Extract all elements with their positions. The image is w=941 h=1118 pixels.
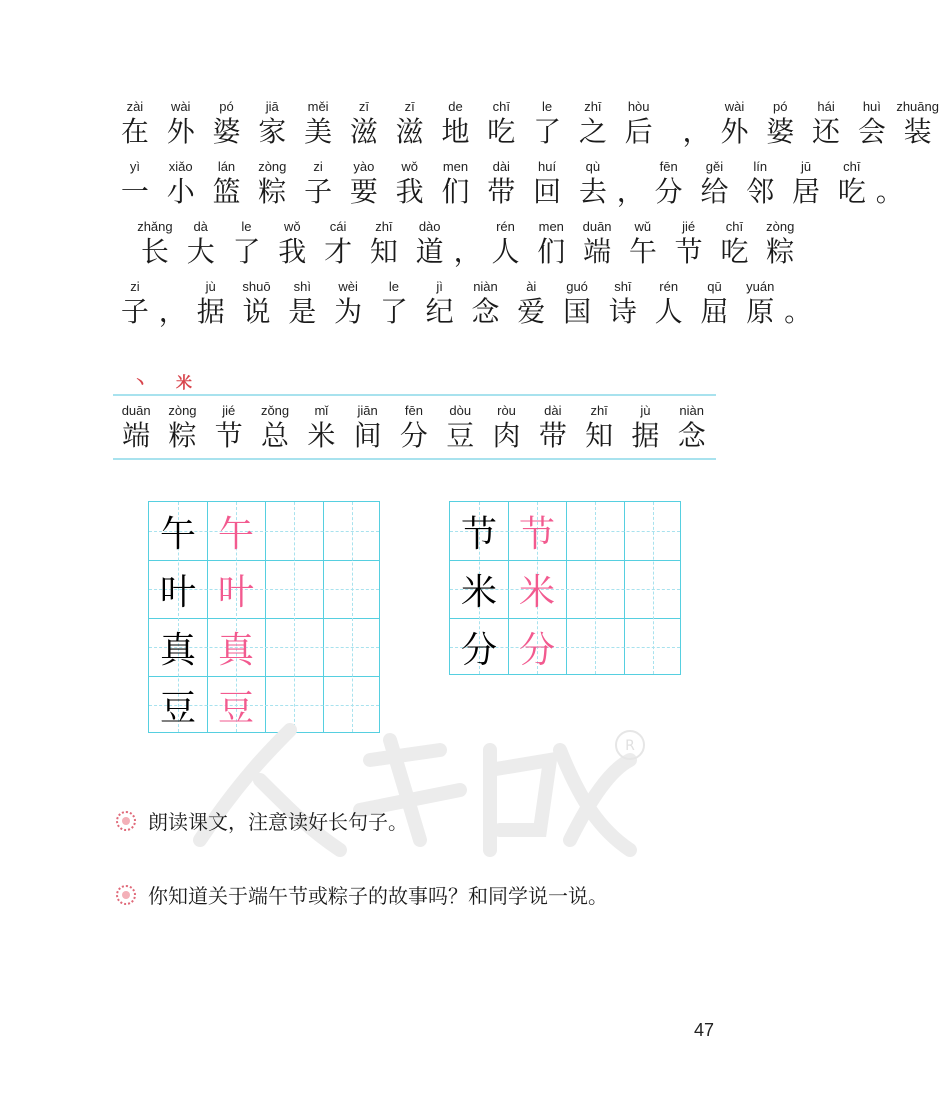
vocab-line <box>113 402 715 453</box>
vocab-item <box>530 402 576 453</box>
vocab-item <box>483 402 529 453</box>
publisher-watermark <box>160 720 660 870</box>
vocab-pinyin: jié <box>222 403 236 418</box>
vocab-item <box>669 402 715 453</box>
char-cell <box>783 278 813 329</box>
pinyin: zi <box>313 159 323 174</box>
char-cell <box>112 218 132 269</box>
hanzi: 美 <box>304 115 333 148</box>
vocab-item <box>437 402 483 453</box>
pinyin: huí <box>538 159 557 174</box>
hanzi: 们 <box>537 235 566 268</box>
pinyin: men <box>538 219 564 234</box>
char-cell <box>692 278 738 329</box>
pinyin: dà <box>193 219 208 234</box>
hanzi: 地 <box>441 115 470 148</box>
char-cell <box>737 158 783 209</box>
char-cell <box>757 218 803 269</box>
hanzi: 在 <box>120 115 149 148</box>
hanzi: 屈 <box>700 295 729 328</box>
char-cell <box>433 158 479 209</box>
hanzi: ， <box>158 295 187 328</box>
hanzi: 人 <box>654 295 683 328</box>
hanzi: 滋 <box>349 115 378 148</box>
hanzi: 会 <box>857 115 886 148</box>
hanzi: 粽 <box>258 175 287 208</box>
char-cell <box>616 158 646 209</box>
pinyin: jié <box>682 219 696 234</box>
pinyin: zhī <box>584 99 602 114</box>
pinyin: zī <box>358 99 369 114</box>
char-cell <box>682 98 712 149</box>
trace-character: 豆 <box>217 687 254 729</box>
hanzi: 爱 <box>517 295 546 328</box>
pinyin: wài <box>724 99 745 114</box>
pinyin: gěi <box>705 159 724 174</box>
hanzi: ， <box>453 235 482 268</box>
pinyin: wèi <box>338 279 358 294</box>
hanzi: 了 <box>232 235 261 268</box>
stroke-mark-2: 米 <box>176 373 193 392</box>
pinyin: zòng <box>258 159 287 174</box>
vocab-hanzi: 间 <box>353 419 382 452</box>
char-cell <box>361 218 407 269</box>
pinyin: guó <box>566 279 588 294</box>
pinyin: chī <box>725 219 744 234</box>
char-cell <box>712 98 758 149</box>
hanzi: 节 <box>674 235 703 268</box>
vocab-pinyin: dài <box>544 403 562 418</box>
task-text: 朗读课文，注意读好长句子。 <box>148 810 408 834</box>
hanzi: 原 <box>746 295 775 328</box>
pinyin: wài <box>170 99 191 114</box>
model-character: 米 <box>460 571 497 613</box>
hanzi: 还 <box>812 115 841 148</box>
char-cell <box>895 98 941 149</box>
model-character: 豆 <box>159 687 196 729</box>
grid-line <box>566 502 567 674</box>
stroke-mark-1: 丶 <box>132 373 149 392</box>
char-cell <box>417 278 463 329</box>
pinyin: men <box>442 159 469 174</box>
pinyin: wǔ <box>634 219 652 234</box>
pinyin: zī <box>404 99 415 114</box>
vocab-pinyin: jiān <box>357 403 378 418</box>
char-cell <box>620 218 666 269</box>
model-character: 真 <box>159 629 196 671</box>
pinyin: qū <box>707 279 722 294</box>
char-cell <box>407 218 453 269</box>
pinyin: zhǎng <box>137 219 173 234</box>
pinyin: zi <box>130 279 140 294</box>
pinyin: zài <box>126 99 144 114</box>
char-cell <box>524 158 570 209</box>
char-cell <box>178 218 224 269</box>
writing-grid-left <box>148 501 380 733</box>
pinyin: zhī <box>375 219 393 234</box>
char-cell <box>478 98 524 149</box>
char-cell <box>508 278 554 329</box>
trace-character: 米 <box>518 571 555 613</box>
hanzi: 大 <box>186 235 215 268</box>
char-cell <box>662 98 682 149</box>
pinyin: shì <box>293 279 311 294</box>
task-seal-icon <box>116 811 136 831</box>
hanzi: 为 <box>334 295 363 328</box>
vocab-pinyin: zǒng <box>260 403 290 418</box>
vocab-hanzi: 粽 <box>168 419 197 452</box>
hanzi: 午 <box>628 235 657 268</box>
pinyin: hái <box>817 99 835 114</box>
vocab-pinyin: duān <box>121 403 151 418</box>
vocab-hanzi: 据 <box>631 419 660 452</box>
vocab-hanzi: 总 <box>261 419 290 452</box>
char-cell <box>315 218 361 269</box>
passage-line <box>112 98 941 149</box>
char-cell <box>188 278 234 329</box>
task-discuss <box>116 880 608 909</box>
pinyin: dài <box>492 159 510 174</box>
pinyin: měi <box>307 99 329 114</box>
grid-guide <box>294 502 295 732</box>
vocab-pinyin: jù <box>640 403 651 418</box>
pinyin: huì <box>862 99 881 114</box>
char-cell <box>453 218 483 269</box>
trace-character: 叶 <box>217 571 254 613</box>
pinyin: niàn <box>473 279 498 294</box>
hanzi: 小 <box>166 175 195 208</box>
char-cell <box>112 98 158 149</box>
char-cell <box>478 158 524 209</box>
hanzi: 带 <box>487 175 516 208</box>
char-cell <box>234 278 280 329</box>
char-cell <box>875 158 905 209</box>
model-character: 叶 <box>159 571 196 613</box>
char-cell <box>341 158 387 209</box>
hanzi: ， <box>682 115 711 148</box>
vocab-item <box>113 402 159 453</box>
vocab-pinyin: niàn <box>679 403 704 418</box>
char-cell <box>224 218 270 269</box>
model-character: 节 <box>460 513 497 555</box>
vocab-pinyin: fēn <box>404 403 423 418</box>
char-cell <box>158 158 204 209</box>
vocab-top-rule <box>113 394 716 396</box>
hanzi: 回 <box>533 175 562 208</box>
vocab-pinyin: dòu <box>449 403 472 418</box>
vocab-pinyin: zhī <box>590 403 608 418</box>
vocab-item <box>159 402 205 453</box>
pinyin: jū <box>800 159 812 174</box>
pinyin: xiǎo <box>168 159 193 174</box>
pinyin: ài <box>526 279 537 294</box>
pinyin: de <box>448 99 463 114</box>
vocab-item <box>206 402 252 453</box>
hanzi: 粽 <box>766 235 795 268</box>
char-cell <box>279 278 325 329</box>
char-cell <box>269 218 315 269</box>
pinyin: yào <box>353 159 375 174</box>
char-cell <box>574 218 620 269</box>
passage-line <box>112 158 905 209</box>
task-read-aloud <box>116 806 408 835</box>
pinyin: zhuāng <box>896 99 939 114</box>
grid-guide <box>653 502 654 674</box>
char-cell <box>463 278 509 329</box>
page-number: 47 <box>693 1020 714 1040</box>
pinyin: hòu <box>627 99 650 114</box>
hanzi: 。 <box>875 175 904 208</box>
char-cell <box>570 98 616 149</box>
char-cell <box>158 278 188 329</box>
vocab-item <box>252 402 298 453</box>
grid-line <box>265 502 266 732</box>
char-cell <box>325 278 371 329</box>
vocab-hanzi: 念 <box>677 419 706 452</box>
pinyin: yì <box>129 159 140 174</box>
hanzi: 了 <box>379 295 408 328</box>
vocab-hanzi: 带 <box>538 419 567 452</box>
model-character: 分 <box>460 629 497 671</box>
hanzi: 们 <box>441 175 470 208</box>
pinyin: yuán <box>746 279 775 294</box>
hanzi: 篮 <box>212 175 241 208</box>
vocab-pinyin: mǐ <box>314 403 329 418</box>
hanzi: 去 <box>578 175 607 208</box>
pinyin: cái <box>329 219 347 234</box>
pinyin: le <box>542 99 553 114</box>
hanzi: 我 <box>278 235 307 268</box>
hanzi: 要 <box>349 175 378 208</box>
hanzi: 家 <box>258 115 287 148</box>
pinyin: rén <box>659 279 679 294</box>
hanzi: 念 <box>471 295 500 328</box>
hanzi: 才 <box>324 235 353 268</box>
char-cell <box>112 158 158 209</box>
hanzi: 装 <box>903 115 932 148</box>
hanzi: 知 <box>369 235 398 268</box>
char-cell <box>483 218 529 269</box>
char-cell <box>646 158 692 209</box>
char-cell <box>829 158 875 209</box>
grid-guide <box>595 502 596 674</box>
hanzi: 一 <box>120 175 149 208</box>
char-cell <box>712 218 758 269</box>
hanzi: 。 <box>784 295 813 328</box>
pinyin: lín <box>753 159 768 174</box>
char-cell <box>249 158 295 209</box>
hanzi: 长 <box>140 235 169 268</box>
writing-grid-right <box>449 501 681 675</box>
hanzi: ， <box>616 175 645 208</box>
char-cell <box>737 278 783 329</box>
pinyin: pó <box>219 99 234 114</box>
pinyin: fēn <box>659 159 678 174</box>
char-cell <box>646 278 692 329</box>
pinyin: zòng <box>766 219 795 234</box>
hanzi: 吃 <box>487 115 516 148</box>
char-cell <box>783 158 829 209</box>
pinyin: wǒ <box>283 219 301 234</box>
pinyin: duān <box>582 219 612 234</box>
pinyin: dào <box>418 219 441 234</box>
hanzi: 邻 <box>746 175 775 208</box>
char-cell <box>616 98 662 149</box>
grid-guide <box>352 502 353 732</box>
vocab-item <box>576 402 622 453</box>
char-cell <box>387 98 433 149</box>
model-character: 午 <box>159 513 196 555</box>
char-cell <box>295 158 341 209</box>
vocab-bottom-rule <box>113 458 716 460</box>
vocab-hanzi: 节 <box>214 419 243 452</box>
vocab-item <box>391 402 437 453</box>
hanzi: 说 <box>242 295 271 328</box>
trace-character: 节 <box>518 513 555 555</box>
vocab-hanzi: 分 <box>399 419 428 452</box>
pinyin: wǒ <box>401 159 418 174</box>
pinyin: shī <box>614 279 632 294</box>
hanzi: 分 <box>654 175 683 208</box>
char-cell <box>849 98 895 149</box>
pinyin: qù <box>585 159 601 174</box>
char-cell <box>528 218 574 269</box>
pinyin: jì <box>436 279 443 294</box>
hanzi: 了 <box>533 115 562 148</box>
pinyin: jù <box>205 279 216 294</box>
vocab-hanzi: 端 <box>122 419 151 452</box>
hanzi: 吃 <box>720 235 749 268</box>
char-cell <box>524 98 570 149</box>
hanzi: 国 <box>563 295 592 328</box>
hanzi: 给 <box>700 175 729 208</box>
pinyin: jiā <box>265 99 279 114</box>
hanzi: 外 <box>720 115 749 148</box>
hanzi: 道 <box>415 235 444 268</box>
pinyin: le <box>388 279 399 294</box>
char-cell <box>204 98 250 149</box>
task-text: 你知道关于端午节或粽子的故事吗？和同学说一说。 <box>148 884 608 908</box>
pinyin: chī <box>492 99 510 114</box>
vocab-hanzi: 知 <box>585 419 614 452</box>
hanzi: 纪 <box>425 295 454 328</box>
hanzi: 我 <box>395 175 424 208</box>
hanzi: 是 <box>288 295 317 328</box>
char-cell <box>132 218 178 269</box>
char-cell <box>803 98 849 149</box>
hanzi: 子 <box>120 295 149 328</box>
char-cell <box>387 158 433 209</box>
char-cell <box>112 278 158 329</box>
hanzi: 滋 <box>395 115 424 148</box>
char-cell <box>600 278 646 329</box>
char-cell <box>204 158 250 209</box>
hanzi: 婆 <box>766 115 795 148</box>
passage-line <box>112 218 803 269</box>
pinyin: chī <box>843 159 861 174</box>
vocab-item <box>298 402 344 453</box>
pinyin: rén <box>496 219 515 234</box>
hanzi: 婆 <box>212 115 241 148</box>
pinyin: pó <box>773 99 788 114</box>
char-cell <box>295 98 341 149</box>
vocab-pinyin: zòng <box>168 403 197 418</box>
vocab-hanzi: 豆 <box>446 419 475 452</box>
svg-text:R: R <box>625 738 635 754</box>
trace-character: 午 <box>217 513 254 555</box>
char-cell <box>249 98 295 149</box>
task-seal-icon <box>116 885 136 905</box>
vocab-hanzi: 肉 <box>492 419 521 452</box>
hanzi: 居 <box>792 175 821 208</box>
char-cell <box>433 98 479 149</box>
hanzi: 后 <box>624 115 653 148</box>
hanzi: 人 <box>491 235 520 268</box>
trace-character: 真 <box>217 629 254 671</box>
grid-line <box>323 502 324 732</box>
char-cell <box>692 158 738 209</box>
hanzi: 据 <box>196 295 225 328</box>
char-cell <box>757 98 803 149</box>
char-cell <box>570 158 616 209</box>
grid-line <box>624 502 625 674</box>
char-cell <box>371 278 417 329</box>
hanzi: 吃 <box>837 175 866 208</box>
char-cell <box>158 98 204 149</box>
pinyin: le <box>241 219 252 234</box>
pinyin: lán <box>217 159 236 174</box>
hanzi: 子 <box>304 175 333 208</box>
vocab-item <box>622 402 668 453</box>
vocab-item <box>344 402 390 453</box>
hanzi: 诗 <box>608 295 637 328</box>
char-cell <box>554 278 600 329</box>
vocab-pinyin: ròu <box>497 403 516 418</box>
trace-character: 分 <box>518 629 555 671</box>
char-cell <box>341 98 387 149</box>
hanzi: 外 <box>166 115 195 148</box>
hanzi: 之 <box>578 115 607 148</box>
hanzi: 端 <box>583 235 612 268</box>
pinyin: shuō <box>242 279 271 294</box>
vocab-hanzi: 米 <box>307 419 336 452</box>
passage-line <box>112 278 813 329</box>
char-cell <box>666 218 712 269</box>
